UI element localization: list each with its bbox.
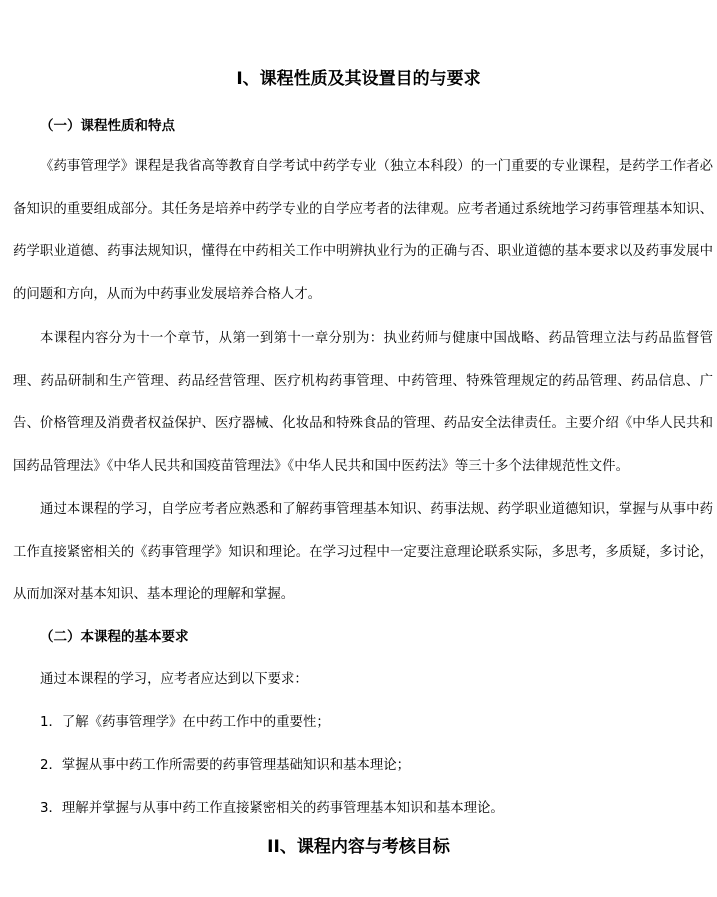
requirement-item: 1．了解《药事管理学》在中药工作中的重要性；	[40, 715, 330, 730]
paragraph-course-goals: 通过本课程的学习，自学应考者应熟悉和了解药事管理基本知识、药事法规、药学职业道德知识，掌握与从事中药工作直接紧密相关的《药事管理学》知识和理论。在学习过程中一定要注意理论联系实际，多思考，多质疑，多讨论，从而加深对基本知识、基本理论的理解和掌握。	[13, 502, 713, 602]
requirement-item: 2．掌握从事中药工作所需要的药事管理基础知识和基本理论；	[40, 758, 411, 773]
paragraph-course-nature: 《药事管理学》课程是我省高等教育自学考试中药学专业（独立本科段）的一门重要的专业课程，是药学工作者必备知识的重要组成部分。其任务是培养中药学专业的自学应考者的法律观。应考者通过系统地学习药事管理基本知识、药学职业道德、药事法规知识，懂得在中药相关工作中明辨执业行为的正确与否、职业道德的基本要求以及药事发展中的问题和方向，从而为中药事业发展培养合格人才。	[13, 159, 713, 302]
subsection-2-title: （二）本课程的基本要求	[40, 629, 189, 645]
section-2-title: II、课程内容与考核目标	[267, 837, 450, 857]
requirement-item: 3．理解并掌握与从事中药工作直接紧密相关的药事管理基本知识和基本理论。	[40, 801, 504, 816]
requirements-intro: 通过本课程的学习，应考者应达到以下要求：	[40, 672, 308, 687]
paragraph-course-content: 本课程内容分为十一个章节，从第一到第十一章分别为：执业药师与健康中国战略、药品管理立法与药品监督管理、药品研制和生产管理、药品经营管理、医疗机构药事管理、中药管理、特殊管理规定的药品管理、药品信息、广告、价格管理及消费者权益保护、医疗器械、化妆品和特殊食品的管理、药品安全法律责任。主要介绍《中华人民共和国药品管理法》《中华人民共和国疫苗管理法》《中华人民共和国中医药法》等三十多个法律规范性文件。	[13, 331, 713, 474]
subsection-1-title: （一）课程性质和特点	[40, 118, 175, 134]
section-1-title: I、课程性质及其设置目的与要求	[236, 69, 481, 89]
